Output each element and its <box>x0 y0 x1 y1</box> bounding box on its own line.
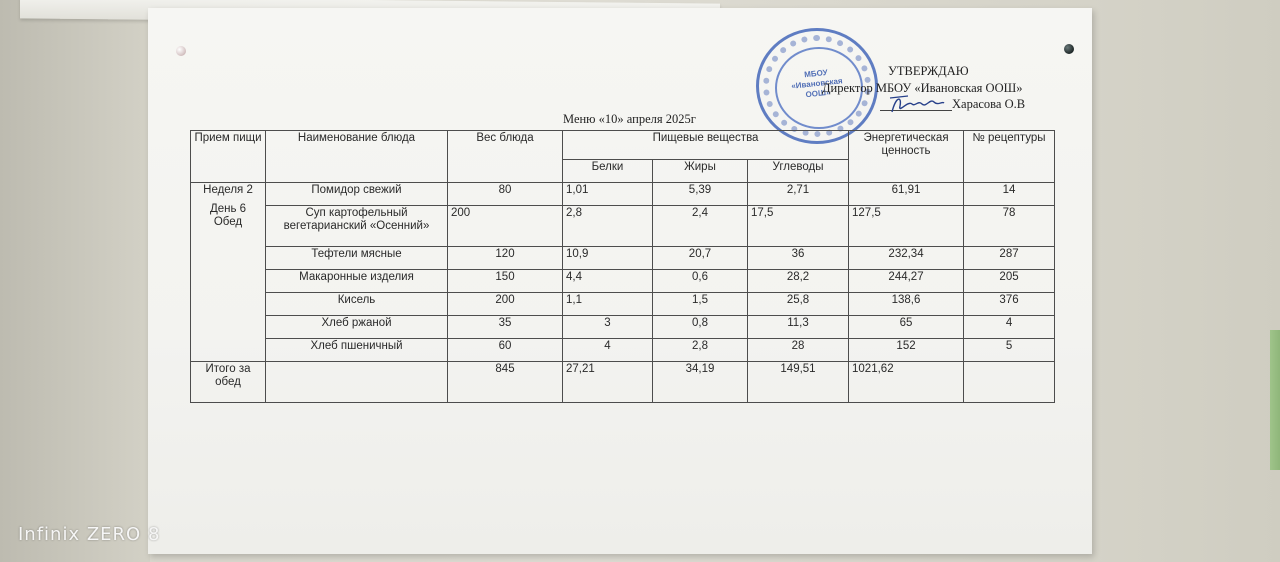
header-weight: Вес блюда <box>448 131 563 183</box>
cell-fat: 20,7 <box>653 247 748 270</box>
header-protein: Белки <box>563 160 653 183</box>
cell-energy: 61,91 <box>849 183 964 206</box>
cell-fat: 2,8 <box>653 339 748 362</box>
cell-weight: 60 <box>448 339 563 362</box>
table-row <box>191 270 1055 293</box>
table-row <box>191 206 1055 247</box>
table-row <box>191 293 1055 316</box>
pushpin-left <box>176 46 186 56</box>
cell-carbs: 28 <box>748 339 849 362</box>
table-row <box>191 183 1055 206</box>
cell-protein: 4,4 <box>563 270 653 293</box>
cell-fat: 0,6 <box>653 270 748 293</box>
signature-mark <box>888 92 946 116</box>
green-wall-edge <box>1270 330 1280 470</box>
cell-recipe: 287 <box>964 247 1055 270</box>
total-weight: 845 <box>448 362 563 403</box>
cell-carbs: 36 <box>748 247 849 270</box>
cell-energy: 232,34 <box>849 247 964 270</box>
header-dish: Наименование блюда <box>266 131 448 183</box>
menu-table <box>190 130 1055 403</box>
approval-director: Директор МБОУ «Ивановская ООШ» <box>822 81 1023 95</box>
cell-dish: Тефтели мясные <box>266 247 448 270</box>
cell-protein: 1,1 <box>563 293 653 316</box>
cell-dish: Хлеб ржаной <box>266 316 448 339</box>
cell-protein: 2,8 <box>563 206 653 247</box>
header-recipe: № рецептуры <box>964 131 1055 183</box>
cell-fat: 2,4 <box>653 206 748 247</box>
cell-recipe: 205 <box>964 270 1055 293</box>
cell-fat: 5,39 <box>653 183 748 206</box>
cell-recipe: 14 <box>964 183 1055 206</box>
pushpin-right <box>1064 44 1074 54</box>
cell-protein: 3 <box>563 316 653 339</box>
total-recipe-empty <box>964 362 1055 403</box>
cell-protein: 4 <box>563 339 653 362</box>
header-fat: Жиры <box>653 160 748 183</box>
menu-title: Меню «10» апреля 2025г <box>563 112 696 126</box>
cell-weight: 200 <box>448 293 563 316</box>
cell-protein: 1,01 <box>563 183 653 206</box>
cell-carbs: 25,8 <box>748 293 849 316</box>
cell-weight: 35 <box>448 316 563 339</box>
cell-weight: 150 <box>448 270 563 293</box>
cell-energy: 138,6 <box>849 293 964 316</box>
table-row <box>191 316 1055 339</box>
cell-carbs: 11,3 <box>748 316 849 339</box>
total-row <box>191 362 1055 403</box>
total-energy: 1021,62 <box>849 362 964 403</box>
header-energy: Энергетическая ценность <box>849 131 964 183</box>
cell-energy: 152 <box>849 339 964 362</box>
cell-fat: 0,8 <box>653 316 748 339</box>
approval-name: Харасова О.В <box>952 97 1026 111</box>
total-fat: 34,19 <box>653 362 748 403</box>
stamp-center-text: МБОУ «Ивановская ООШ» <box>790 67 844 100</box>
cell-weight: 200 <box>448 206 563 247</box>
meal-type: Обед <box>213 216 243 228</box>
meal-week: Неделя 2 <box>203 184 253 196</box>
cell-weight: 80 <box>448 183 563 206</box>
total-dish-empty <box>266 362 448 403</box>
cell-dish: Хлеб пшеничный <box>266 339 448 362</box>
header-row <box>191 131 1055 160</box>
cell-recipe: 78 <box>964 206 1055 247</box>
meal-day: День 6 <box>209 203 247 215</box>
wall-shadow <box>0 0 150 562</box>
cell-dish: Помидор свежий <box>266 183 448 206</box>
cell-fat: 1,5 <box>653 293 748 316</box>
cell-carbs: 2,71 <box>748 183 849 206</box>
cell-recipe: 5 <box>964 339 1055 362</box>
total-label: Итого за обед <box>191 362 266 403</box>
cell-recipe: 4 <box>964 316 1055 339</box>
table-row <box>191 247 1055 270</box>
cell-energy: 127,5 <box>849 206 964 247</box>
cell-dish: Суп картофельный вегетарианский «Осенний» <box>266 206 448 247</box>
cell-dish: Кисель <box>266 293 448 316</box>
header-nutrients: Пищевые вещества <box>563 131 849 160</box>
cell-carbs: 17,5 <box>748 206 849 247</box>
cell-carbs: 28,2 <box>748 270 849 293</box>
header-carbs: Углеводы <box>748 160 849 183</box>
cell-dish: Макаронные изделия <box>266 270 448 293</box>
camera-watermark: Infinix ZERO 8 <box>18 524 161 545</box>
meal-label-cell <box>191 183 266 362</box>
table-row <box>191 339 1055 362</box>
cell-weight: 120 <box>448 247 563 270</box>
cell-energy: 65 <box>849 316 964 339</box>
total-protein: 27,21 <box>563 362 653 403</box>
cell-recipe: 376 <box>964 293 1055 316</box>
approval-title: УТВЕРЖДАЮ <box>888 64 969 78</box>
cell-energy: 244,27 <box>849 270 964 293</box>
cell-protein: 10,9 <box>563 247 653 270</box>
header-meal: Прием пищи <box>191 131 266 183</box>
total-carbs: 149,51 <box>748 362 849 403</box>
